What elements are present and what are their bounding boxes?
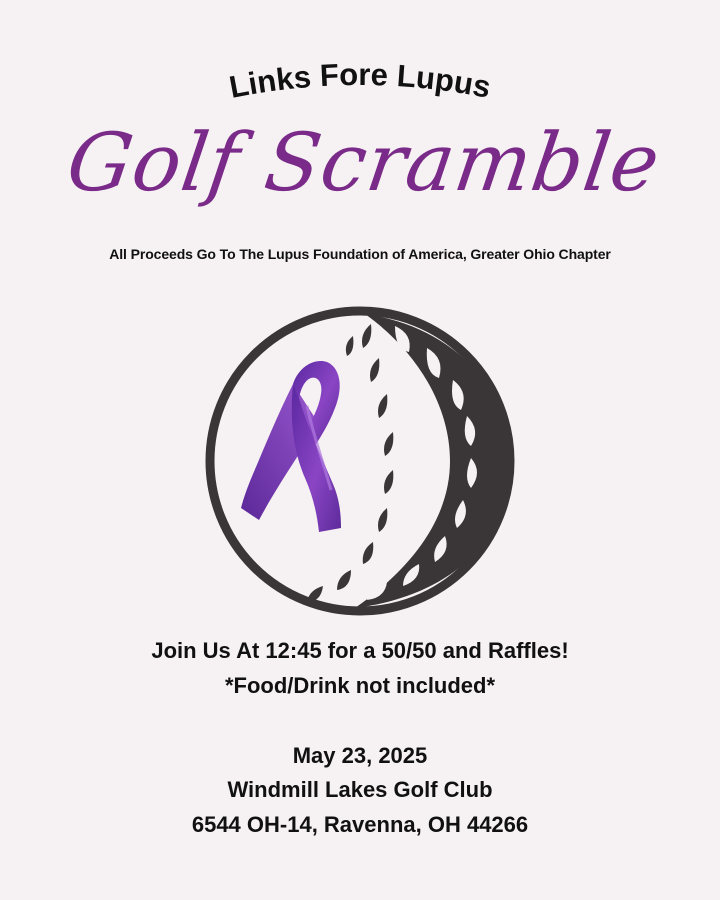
script-title	[0, 104, 720, 234]
raffle-announcement: Join Us At 12:45 for a 50/50 and Raffles!	[151, 638, 569, 663]
event-address: 6544 OH-14, Ravenna, OH 44266	[191, 812, 529, 837]
food-disclaimer: *Food/Drink not included*	[224, 673, 496, 698]
proceeds-note: All Proceeds Go To The Lupus Foundation of America, Greater Ohio Chapter	[109, 246, 611, 262]
event-date: May 23, 2025	[292, 743, 428, 768]
script-title-text: Golf Scramble	[61, 115, 666, 209]
event-title-text: Links Fore Lupus	[226, 58, 494, 105]
script-title-svg	[0, 104, 720, 234]
event-venue: Windmill Lakes Golf Club	[227, 777, 493, 802]
golf-ball-ribbon-logo	[195, 296, 525, 626]
svg-text:Links Fore Lupus	[226, 58, 493, 105]
golf-ball-with-awareness-ribbon-icon	[195, 296, 525, 626]
